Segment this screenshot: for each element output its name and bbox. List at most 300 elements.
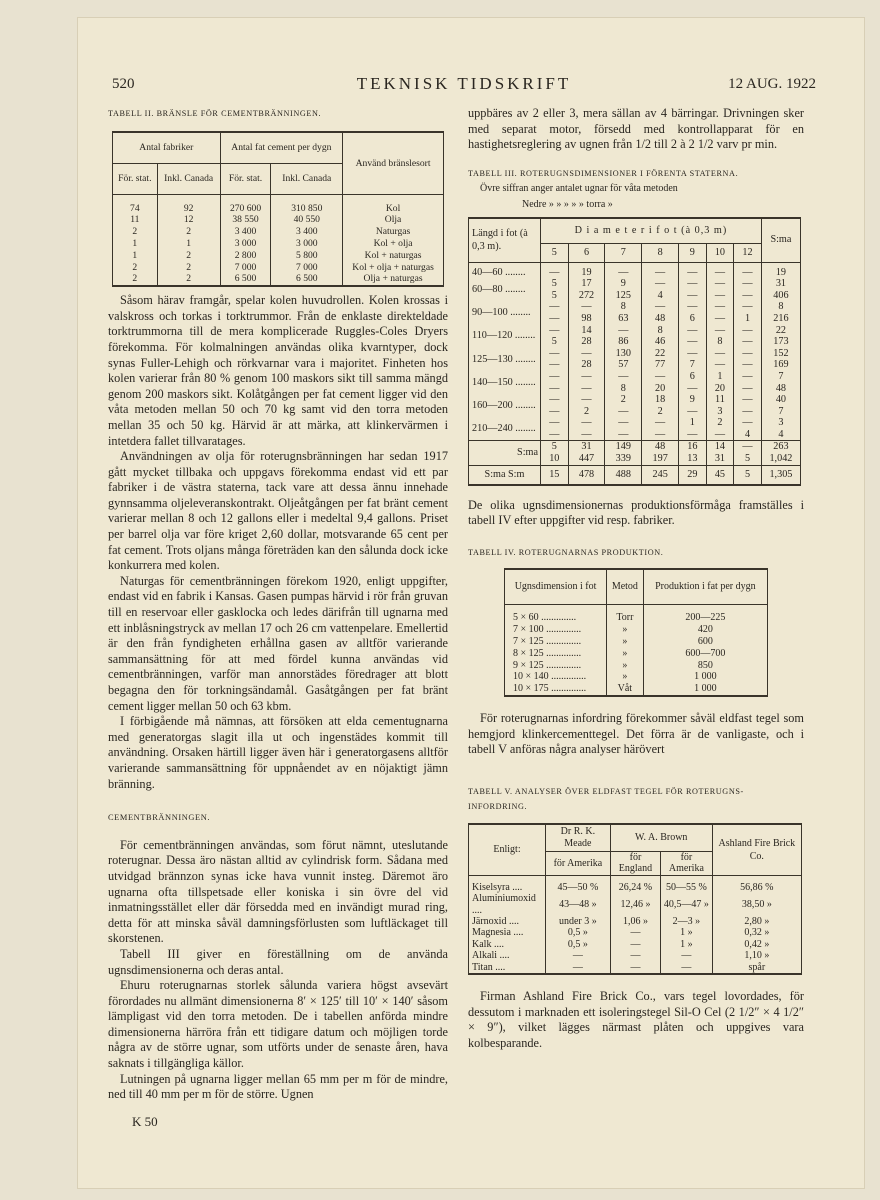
t3-cell: — (605, 417, 642, 429)
t4-cell: Våt (607, 683, 644, 696)
t5-head-enligt: Enligt: (469, 824, 546, 875)
t3-sum-cell: 16 (679, 441, 707, 453)
t3-cell: 1 (734, 313, 762, 325)
paragraph: Lutningen på ugnarna ligger mellan 65 mm per m för de mindre, ned till 40 mm per m för de större. Ugnen (108, 1071, 448, 1102)
t3-cell: 98 (568, 313, 605, 325)
t3-cell: — (706, 359, 734, 371)
paragraph: I förbigående må nämnas, att försöken att elda cementugnarna med generatorgas slagit illa ut och ingenstädes kommit till användning. Orsaken härtill ligger även här i generatorgasens alltför varierande sammansättning för uppnåendet av en nöjaktigt jämn bränning. (108, 714, 448, 791)
t2-cell: 3 400 (271, 226, 343, 238)
t5-cell: Kalk .... (469, 939, 546, 950)
t3-head-diam: 5 (541, 243, 569, 262)
t5-cell: — (661, 950, 713, 961)
t5-cell: Magnesia .... (469, 927, 546, 938)
t5-row (469, 916, 802, 927)
t3-sum-cell: 1,042 (761, 453, 800, 465)
t3-cell: — (734, 371, 762, 383)
t3-sum-cell: 149 (605, 441, 642, 453)
t2-cell: 270 600 (220, 194, 271, 214)
t3-cell: 9 (605, 278, 642, 290)
t3-cell: 152 (761, 348, 800, 360)
t4-row (505, 671, 768, 683)
t5-cell: 1,10 » (712, 950, 801, 961)
t3-cell: 18 (642, 394, 679, 406)
t2-cell: 310 850 (271, 194, 343, 214)
t3-cell: 8 (642, 325, 679, 337)
t2-row (113, 273, 444, 286)
t3-cell: — (605, 429, 642, 441)
t5-cell: 43—48 » (546, 893, 611, 916)
t3-cell: — (541, 359, 569, 371)
t3-cell: — (706, 278, 734, 290)
t5-cell: 38,50 » (712, 893, 801, 916)
t3-cell: — (734, 394, 762, 406)
t3-cell: 8 (761, 301, 800, 313)
table4 (504, 568, 768, 697)
t4-head-dim: Ugnsdimension i fot (505, 569, 607, 605)
t3-cell: — (706, 301, 734, 313)
t2-cell: 12 (157, 214, 220, 226)
t3-cell: — (734, 417, 762, 429)
t3-cell: — (605, 371, 642, 383)
t4-row (505, 605, 768, 624)
t5-row (469, 939, 802, 950)
t2-cell: 2 (113, 262, 158, 274)
t3-head-diam: 6 (568, 243, 605, 262)
t3-total-cell: 5 (734, 465, 762, 485)
t3-cell: — (679, 348, 707, 360)
t3-cell: 48 (761, 383, 800, 395)
t2-cell: 7 000 (271, 262, 343, 274)
t3-cell: 48 (642, 313, 679, 325)
t3-cell: — (706, 429, 734, 441)
t3-cell: 5 (541, 290, 569, 302)
t2-head-fabriker: Antal fabriker (113, 132, 221, 164)
t2-cell: 74 (113, 194, 158, 214)
t3-cell: — (734, 348, 762, 360)
t2-cell: 2 (157, 250, 220, 262)
paragraph: De olika ugnsdimensionernas produktionsförmåga framställes i tabell IV efter uppgifter vid resp. fabriker. (468, 497, 804, 528)
t3-cell: — (679, 262, 707, 278)
t4-cell: » (607, 624, 644, 636)
table2-caption: TABELL II. BRÄNSLE FÖR CEMENTBRÄNNINGEN. (108, 109, 322, 118)
t3-row (469, 325, 801, 337)
t2-cell: 6 500 (220, 273, 271, 286)
t2-cell: 2 (157, 273, 220, 286)
t3-length: 140—150 ........ (469, 371, 541, 394)
t3-cell: 86 (605, 336, 642, 348)
t5-cell: 45—50 % (546, 875, 611, 893)
t2-head-bransle: Använd bränslesort (343, 132, 444, 195)
t2-cell: 3 400 (220, 226, 271, 238)
t5-cell: 1 » (661, 939, 713, 950)
t5-cell: 2—3 » (661, 916, 713, 927)
t2-cell: 2 (157, 262, 220, 274)
t3-cell: — (541, 348, 569, 360)
t5-row (469, 927, 802, 938)
t3-cell: — (642, 429, 679, 441)
paragraph: För cementbränningen användas, som förut nämnt, uteslutande roterugnar. Dessa äro nästan alltid av cylindrisk form. Sådana med utvidgad brännzon synas icke hava vunnit insteg. Däremot äro ugnarna ofta tillspetsade eller koniska i sin övre del vid inmatningsstället eller där försedda med en invändigt murad ring, detta för att minska såväl damningsförlusten som luftläckaget till skorstenen. (108, 837, 448, 946)
t3-cell: 22 (642, 348, 679, 360)
t3-total-cell: 1,305 (761, 465, 800, 485)
t5-head-amerika: för Amerika (661, 851, 713, 875)
t3-cell: — (679, 406, 707, 418)
t3-cell: 63 (605, 313, 642, 325)
t2-row (113, 238, 444, 250)
t3-length: 160—200 ........ (469, 394, 541, 417)
t3-cell: — (706, 348, 734, 360)
t5-cell: 2,80 » (712, 916, 801, 927)
t3-cell: 8 (605, 383, 642, 395)
t5-row (469, 962, 802, 974)
t3-cell: 28 (568, 336, 605, 348)
t3-sum-row (469, 441, 801, 453)
t3-cell: — (734, 301, 762, 313)
t2-cell: 40 550 (271, 214, 343, 226)
t4-cell: 600 (643, 636, 767, 648)
t3-cell: — (541, 325, 569, 337)
t3-length: 125—130 ........ (469, 348, 541, 371)
t5-cell: — (546, 950, 611, 961)
t3-total-row (469, 465, 801, 485)
t3-total-cell: 45 (706, 465, 734, 485)
t2-cell: 2 (157, 226, 220, 238)
t3-sum-cell: 48 (642, 441, 679, 453)
t3-cell: — (568, 371, 605, 383)
t3-cell: 19 (761, 262, 800, 278)
t3-sum-cell: 339 (605, 453, 642, 465)
t3-cell: 2 (642, 406, 679, 418)
t4-head-metod: Metod (607, 569, 644, 605)
t3-sum-cell: 31 (706, 453, 734, 465)
t3-cell: — (541, 417, 569, 429)
t3-sum-cell: 263 (761, 441, 800, 453)
t3-cell: — (605, 325, 642, 337)
t5-head-england: för England (610, 851, 660, 875)
t3-cell: 22 (761, 325, 800, 337)
t5-cell: 0,5 » (546, 939, 611, 950)
t2-row (113, 250, 444, 262)
t3-head-diam: 8 (642, 243, 679, 262)
t4-row (505, 660, 768, 672)
t3-cell: 2 (706, 417, 734, 429)
t3-sum-cell: 5 (541, 441, 569, 453)
t3-cell: 169 (761, 359, 800, 371)
t4-row (505, 683, 768, 696)
t2-cell: 2 (113, 226, 158, 238)
t3-total-cell: 15 (541, 465, 569, 485)
t5-cell: — (661, 962, 713, 974)
t3-total-cell: 488 (605, 465, 642, 485)
t3-cell: 2 (605, 394, 642, 406)
t5-cell: — (610, 962, 660, 974)
t3-cell: — (679, 290, 707, 302)
t5-cell: under 3 » (546, 916, 611, 927)
t4-cell: Torr (607, 605, 644, 624)
t3-cell: — (605, 262, 642, 278)
t3-cell: — (568, 394, 605, 406)
t3-cell: — (568, 348, 605, 360)
t3-cell: — (706, 290, 734, 302)
paragraph: Ehuru roterugnarnas storlek sålunda variera högst avsevärt förordades nu allmänt dimensionerna 8′ × 125′ till 10′ × 140′ såsom lämpligast vid den torra metoden. De i tabellen anförda mindre dimensionerna härröra från ett tidigare datum och möjligen torde några av de större ugnar, som utförts under de senaste åren, hava saknats i tillgängliga källor. (108, 978, 448, 1071)
t3-head-diameter: D i a m e t e r i f o t (à 0,3 m) (541, 218, 762, 244)
t3-cell: — (541, 406, 569, 418)
t3-cell: — (679, 383, 707, 395)
t3-total-cell: 478 (568, 465, 605, 485)
paragraph: För roterugnarnas infordring förekommer såväl eldfast tegel som hemgjord klinkercementtegel. Det förra är de vanligaste, och i tabell V anföras några analyser härövert (468, 711, 804, 757)
paragraph: Såsom härav framgår, spelar kolen huvudrollen. Kolen krossas i valskross och torkas i torktrummor. Från de enklaste direkteldade torktrummorna till de mera komplicerade Ruggles-Coles Dryers förekomma. För kolmalningen användas olika kvarntyper, dock synas Fuller-Lehigh och rörkvarnar vara i majoritet. Finheten hos kolen varierar från 80 % genom 100 maskors sikt till samma mängd genom 200 maskors sikt. Kolåtgången per fat cement ligger vid den våta metoden mellan 50 och 70 kg samt vid den torra metoden mellan 35 och 50 kg. Härvid är att märka, att klinkervärmen i intetdera fallet tillvaratages. (108, 293, 448, 448)
t4-row (505, 624, 768, 636)
t3-cell: — (734, 406, 762, 418)
t3-cell: 11 (706, 394, 734, 406)
t3-sum-label: S:ma (469, 441, 541, 465)
t3-cell: — (541, 383, 569, 395)
t3-sum-cell: — (734, 441, 762, 453)
t3-cell: 1 (679, 417, 707, 429)
t3-cell: 40 (761, 394, 800, 406)
t5-cell: — (610, 939, 660, 950)
table3-subcaption: Nedre » » » » » torra » (522, 198, 613, 210)
t5-head-ashland: Ashland Fire Brick Co. (712, 824, 801, 875)
t3-cell: 7 (761, 371, 800, 383)
paragraph: Firman Ashland Fire Brick Co., vars tegel lovordades, för dessutom i marknaden ett isoleringstegel Sil-O Cel (2 1/2″ × 4 1/2″ × 9″), vilket lägges närmast plåten och uppgives vara kolbesparande. (468, 989, 804, 1050)
t2-cell: 3 000 (220, 238, 271, 250)
t3-sum-cell: 14 (706, 441, 734, 453)
t5-cell: spår (712, 962, 801, 974)
t5-head-amerika: för Amerika (546, 851, 611, 875)
t3-cell: 19 (568, 262, 605, 278)
t5-cell: 1 » (661, 927, 713, 938)
t3-sum-cell: 5 (734, 453, 762, 465)
t5-cell: 0,42 » (712, 939, 801, 950)
t4-row (505, 648, 768, 660)
t3-cell: — (642, 371, 679, 383)
t2-cell: 6 500 (271, 273, 343, 286)
t5-cell: 40,5—47 » (661, 893, 713, 916)
t5-cell: — (546, 962, 611, 974)
t3-total-cell: 245 (642, 465, 679, 485)
table4-caption: TABELL IV. ROTERUGNARNAS PRODUKTION. (468, 547, 664, 557)
t3-cell: — (605, 406, 642, 418)
t2-cell: Kol + olja + naturgas (343, 262, 444, 274)
t3-head-diam: 12 (734, 243, 762, 262)
t3-cell: 216 (761, 313, 800, 325)
t3-cell: 3 (706, 406, 734, 418)
t4-cell: 200—225 (643, 605, 767, 624)
t3-row (469, 348, 801, 360)
t3-cell: 31 (761, 278, 800, 290)
t3-row (469, 262, 801, 278)
t3-cell: — (541, 262, 569, 278)
t5-head-meade: Dr R. K. Meade (546, 824, 611, 852)
t5-row (469, 875, 802, 893)
t3-cell: 57 (605, 359, 642, 371)
t3-cell: 173 (761, 336, 800, 348)
t2-cell: 11 (113, 214, 158, 226)
t2-cell: 92 (157, 194, 220, 214)
t2-cell: 38 550 (220, 214, 271, 226)
t3-length: 210—240 ........ (469, 417, 541, 441)
t3-cell: 125 (605, 290, 642, 302)
t3-cell: — (541, 301, 569, 313)
t5-cell: 56,86 % (712, 875, 801, 893)
t3-cell: — (706, 262, 734, 278)
t3-cell: 406 (761, 290, 800, 302)
t3-cell: — (706, 325, 734, 337)
t5-cell: Alkali .... (469, 950, 546, 961)
t3-cell: — (734, 383, 762, 395)
t3-cell: 5 (541, 278, 569, 290)
t3-cell: 2 (568, 406, 605, 418)
t2-row (113, 226, 444, 238)
journal-title: TEKNISK TIDSKRIFT (356, 74, 572, 93)
t3-cell: 14 (568, 325, 605, 337)
t2-head-for2: För. stat. (220, 163, 271, 194)
t2-cell: Naturgas (343, 226, 444, 238)
t3-cell: — (734, 359, 762, 371)
t4-cell: 10 × 140 .............. (505, 671, 607, 683)
t2-cell: 2 800 (220, 250, 271, 262)
t3-cell: 4 (761, 429, 800, 441)
table5-caption: TABELL V. ANALYSER ÖVER ELDFAST TEGEL FÖR ROTERUGNS- (468, 786, 744, 796)
t2-cell: 7 000 (220, 262, 271, 274)
t3-total-label: S:ma S:m (469, 465, 541, 485)
t3-cell: 8 (605, 301, 642, 313)
t3-cell: — (642, 278, 679, 290)
t3-cell: — (642, 417, 679, 429)
t3-cell: 6 (679, 313, 707, 325)
t3-cell: 3 (761, 417, 800, 429)
t4-cell: » (607, 648, 644, 660)
t3-cell: — (734, 278, 762, 290)
t3-head-length: Längd i fot (à 0,3 m). (469, 218, 541, 263)
t3-cell: 1 (706, 371, 734, 383)
t3-cell: 130 (605, 348, 642, 360)
t4-cell: » (607, 671, 644, 683)
t4-row (505, 636, 768, 648)
t3-cell: — (679, 325, 707, 337)
t3-cell: — (541, 429, 569, 441)
t5-cell: 50—55 % (661, 875, 713, 893)
t3-row (469, 417, 801, 429)
t3-cell: 4 (734, 429, 762, 441)
t3-cell: — (679, 301, 707, 313)
t2-cell: Olja (343, 214, 444, 226)
t3-length: 90—100 ........ (469, 301, 541, 324)
t3-cell: 20 (642, 383, 679, 395)
table5 (468, 823, 802, 975)
page-number: 520 (112, 76, 135, 92)
table5-caption: INFORDRING. (468, 802, 528, 812)
t3-length: 40—60 ........ (469, 262, 541, 278)
t2-row (113, 262, 444, 274)
t3-cell: — (734, 325, 762, 337)
t5-row (469, 893, 802, 916)
t3-row (469, 394, 801, 406)
t3-cell: — (541, 313, 569, 325)
t3-cell: — (568, 417, 605, 429)
t3-cell: — (706, 313, 734, 325)
t3-cell: — (679, 429, 707, 441)
t4-cell: 850 (643, 660, 767, 672)
t4-cell: » (607, 636, 644, 648)
t4-cell: 7 × 125 .............. (505, 636, 607, 648)
t4-cell: 600—700 (643, 648, 767, 660)
table3-caption: TABELL III. ROTERUGNSDIMENSIONER I FÖRENTA STATERNA. (468, 168, 739, 178)
t4-cell: 10 × 175 .............. (505, 683, 607, 696)
t3-row (469, 371, 801, 383)
running-header (112, 74, 816, 98)
t3-cell: 9 (679, 394, 707, 406)
t3-cell: — (568, 429, 605, 441)
t3-cell: — (642, 262, 679, 278)
t3-length: 60—80 ........ (469, 278, 541, 301)
t3-head-sum: S:ma (761, 218, 800, 263)
t3-cell: 28 (568, 359, 605, 371)
t3-cell: — (679, 336, 707, 348)
t3-cell: — (541, 371, 569, 383)
t3-sum-cell: 197 (642, 453, 679, 465)
t3-cell: 20 (706, 383, 734, 395)
t2-cell: 1 (113, 250, 158, 262)
paragraph: Användningen av olja för roterugnsbränningen har sedan 1917 gått mycket tillbaka och uppgavs förekomma endast vid ett par fabriker i de västra staterna, tack vare att dessa ännu innehade gynnsamma oljeleveranskontrakt. Oljeåtgången per fat bränt cement varierar mellan 8 och 12 gallons eller i medeltal 9,4 gallons. Priset per barrel olja var före kriget 2,60 dollar, motsvarande 65 cent per fat cement. Trots oljans många företräden kan den sålunda dock icke konkurrera med kolen. (108, 449, 448, 573)
t2-row (113, 214, 444, 226)
t3-head-diam: 7 (605, 243, 642, 262)
t3-cell: 272 (568, 290, 605, 302)
t3-row (469, 301, 801, 313)
t2-row (113, 194, 444, 214)
t3-length: 110—120 ........ (469, 325, 541, 348)
t5-cell: — (610, 950, 660, 961)
t3-cell: — (642, 301, 679, 313)
table2 (112, 131, 444, 288)
paragraph: Tabell III giver en föreställning om de använda ugnsdimensionerna och deras antal. (108, 946, 448, 977)
t5-cell: — (610, 927, 660, 938)
t4-cell: 9 × 125 .............. (505, 660, 607, 672)
t3-cell: — (734, 290, 762, 302)
t3-cell: 77 (642, 359, 679, 371)
t5-row (469, 950, 802, 961)
t3-sum-cell: 13 (679, 453, 707, 465)
t3-cell: — (679, 278, 707, 290)
t4-cell: 420 (643, 624, 767, 636)
t5-cell: Järnoxid .... (469, 916, 546, 927)
t3-cell: 4 (642, 290, 679, 302)
t3-cell: 6 (679, 371, 707, 383)
t3-head-diam: 10 (706, 243, 734, 262)
t2-head-inkl2: Inkl. Canada (271, 163, 343, 194)
t5-cell: Kiselsyra .... (469, 875, 546, 893)
table3-subcaption: Övre siffran anger antalet ugnar för våta metoden (480, 183, 678, 195)
t3-cell: — (541, 394, 569, 406)
t3-cell: 17 (568, 278, 605, 290)
t2-cell: Olja + naturgas (343, 273, 444, 286)
paragraph: uppbäres av 2 eller 3, mera sällan av 4 bärringar. Drivningen sker med separat motor, försedd med kontrollapparat för en hastighetsreglering av ugnen från 1/2 till 2 à 2 1/2 varv pr min. (468, 106, 804, 152)
t4-cell: » (607, 660, 644, 672)
t3-cell: 46 (642, 336, 679, 348)
t3-sum-cell: 447 (568, 453, 605, 465)
t5-cell: 0,5 » (546, 927, 611, 938)
t3-cell: — (568, 301, 605, 313)
t5-cell: 1,06 » (610, 916, 660, 927)
t5-cell: Aluminiumoxid .... (469, 893, 546, 916)
right-column (468, 106, 804, 1051)
footer-mark: K 50 (132, 1114, 158, 1129)
t4-head-prod: Produktion i fat per dygn (643, 569, 767, 605)
t3-cell: — (734, 336, 762, 348)
t5-cell: Titan .... (469, 962, 546, 974)
t2-head-for1: För. stat. (113, 163, 158, 194)
t3-cell: 7 (679, 359, 707, 371)
